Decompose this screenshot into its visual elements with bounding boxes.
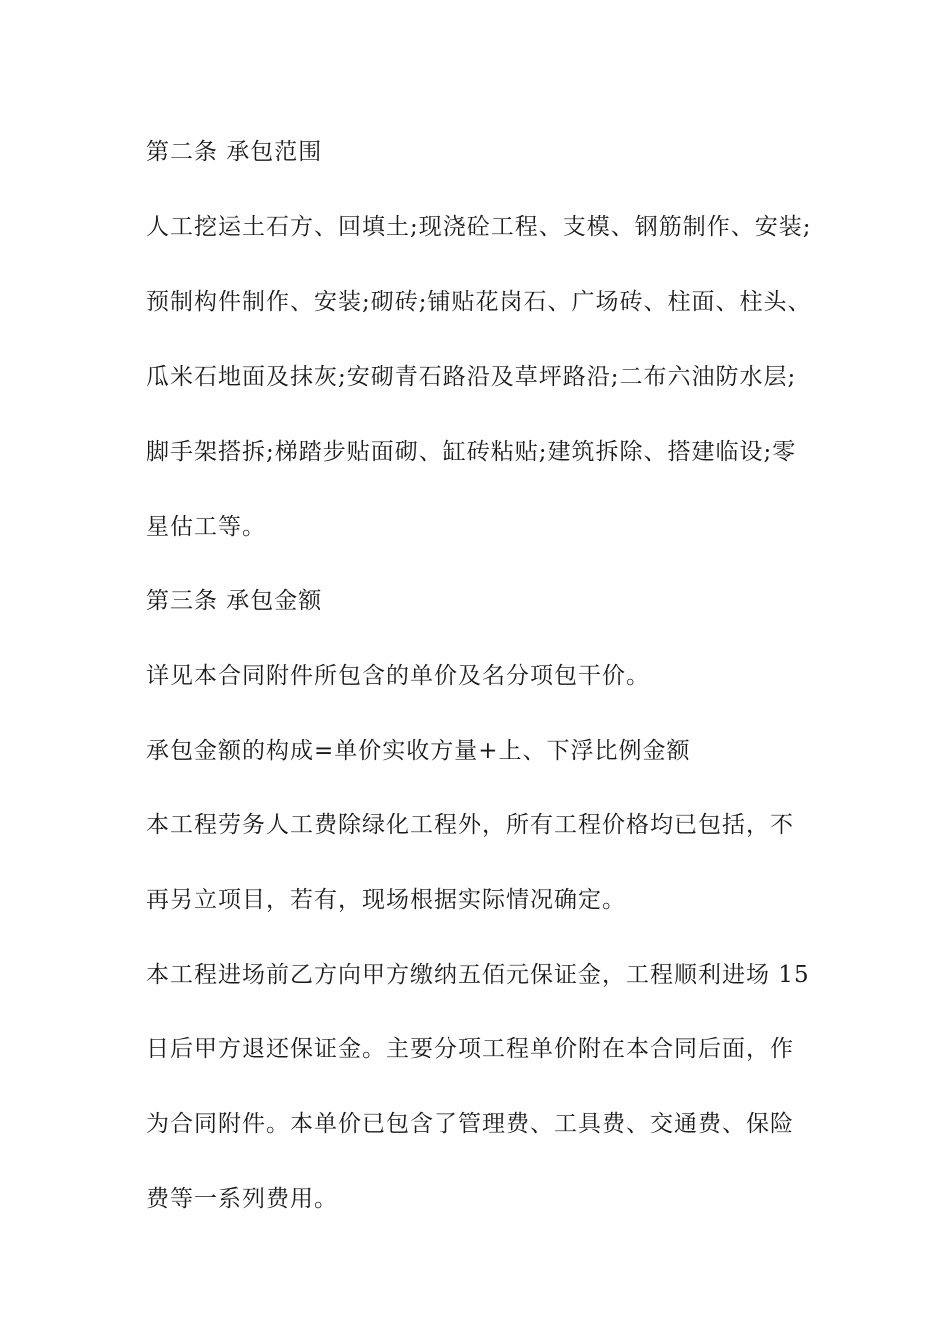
paragraph-line: 预制构件制作、安装;砌砖;铺贴花岗石、广场砖、柱面、柱头、 (146, 289, 812, 315)
paragraph-line: 承包金额的构成=单价实收方量+上、下浮比例金额 (146, 738, 691, 764)
section-heading-article-2: 第二条 承包范围 (146, 139, 323, 165)
paragraph-line: 瓜米石地面及抹灰;安砌青石路沿及草坪路沿;二布六油防水层; (146, 364, 797, 390)
paragraph-line: 星估工等。 (146, 514, 266, 540)
paragraph-line: 为合同附件。本单价已包含了管理费、工具费、交通费、保险 (146, 1111, 794, 1137)
paragraph-line: 日后甲方退还保证金。主要分项工程单价附在本合同后面，作 (146, 1036, 794, 1062)
paragraph-line: 人工挖运土石方、回填土;现浇砼工程、支模、钢筋制作、安装; (146, 214, 812, 240)
paragraph-line: 本工程进场前乙方向甲方缴纳五佰元保证金，工程顺利进场 15 (146, 962, 810, 988)
paragraph-line: 详见本合同附件所包含的单价及名分项包干价。 (146, 663, 650, 689)
paragraph-line: 费等一系列费用。 (146, 1186, 338, 1212)
paragraph-line: 再另立项目，若有，现场根据实际情况确定。 (146, 887, 626, 913)
paragraph-line: 脚手架搭拆;梯踏步贴面砌、缸砖粘贴;建筑拆除、搭建临设;零 (146, 439, 797, 465)
section-heading-article-3: 第三条 承包金额 (146, 588, 323, 614)
paragraph-line: 本工程劳务人工费除绿化工程外，所有工程价格均已包括，不 (146, 812, 794, 838)
